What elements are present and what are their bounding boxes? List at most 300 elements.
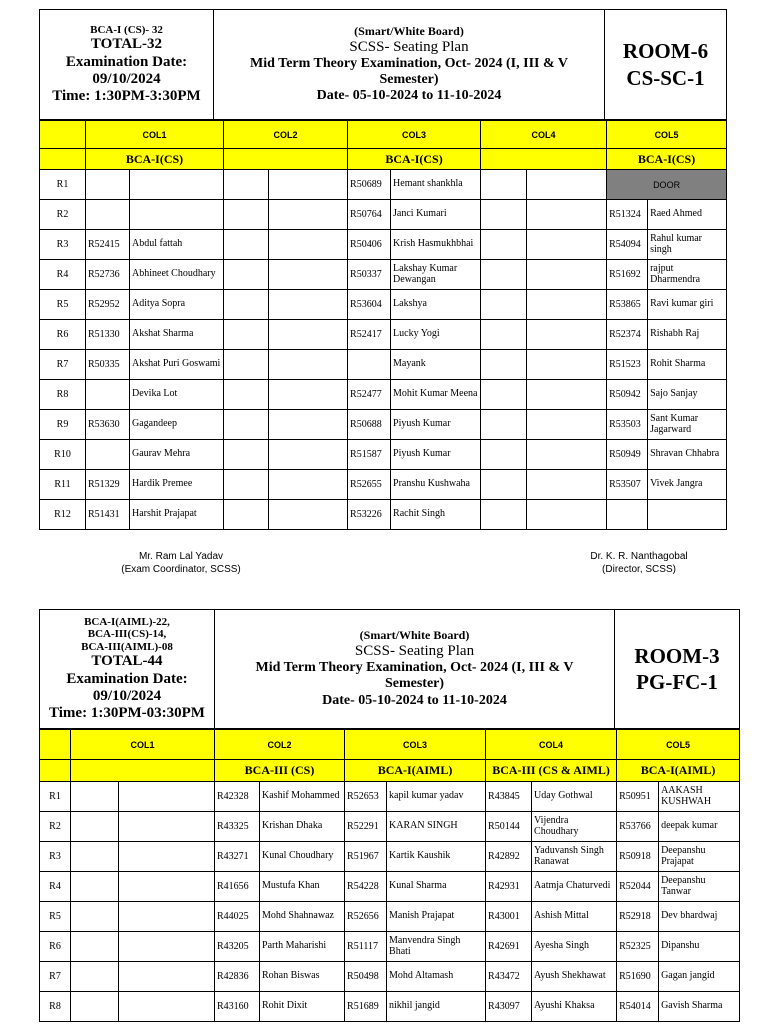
roll-number: [224, 290, 269, 320]
total-count: TOTAL-32: [90, 36, 163, 53]
exam-date: 09/10/2024: [92, 687, 162, 704]
corner-cell: [40, 730, 71, 760]
roll-number: R53766: [617, 812, 659, 842]
roll-number: [224, 200, 269, 230]
seat-row: [40, 932, 740, 962]
student-name: Gaurav Mehra: [130, 440, 224, 470]
plan-header: [39, 9, 727, 120]
roll-number: R51117: [345, 932, 387, 962]
roll-number: [481, 500, 527, 530]
roll-number: R50335: [86, 350, 130, 380]
column-header-3: COL3: [345, 730, 486, 760]
student-name: Krish Hasmukhbhai: [391, 230, 481, 260]
roll-number: [481, 380, 527, 410]
class-header-5: BCA-I(CS): [607, 149, 727, 170]
class-count: BCA-III(AIML)-08: [81, 640, 173, 653]
student-name: Shravan Chhabra: [648, 440, 727, 470]
student-name: Aditya Sopra: [130, 290, 224, 320]
row-label: R3: [40, 230, 86, 260]
class-header-2: [224, 149, 348, 170]
student-name: [119, 782, 215, 812]
roll-number: R52325: [617, 932, 659, 962]
row-label: R2: [40, 812, 71, 842]
student-name: Mohit Kumar Meena: [391, 380, 481, 410]
room-number: ROOM-6: [622, 39, 709, 64]
row-label: R12: [40, 500, 86, 530]
student-name: Kunal Sharma: [387, 872, 486, 902]
student-name: [527, 410, 607, 440]
column-header-1: COL1: [71, 730, 215, 760]
student-name: Ayesha Singh: [532, 932, 617, 962]
roll-number: [86, 170, 130, 200]
student-name: Rohit Dixit: [260, 992, 345, 1022]
date-range: Date- 05-10-2024 to 11-10-2024: [316, 88, 502, 104]
student-name: rajput Dharmendra: [648, 260, 727, 290]
row-label: R4: [40, 872, 71, 902]
student-name: [527, 380, 607, 410]
roll-number: R50689: [348, 170, 391, 200]
roll-number: R52415: [86, 230, 130, 260]
roll-number: R43001: [486, 902, 532, 932]
seat-row: [40, 230, 727, 260]
student-name: nikhil jangid: [387, 992, 486, 1022]
seat-row: [40, 170, 727, 200]
seat-row: [40, 260, 727, 290]
roll-number: R51587: [348, 440, 391, 470]
student-name: [269, 170, 348, 200]
date-range: Date- 05-10-2024 to 11-10-2024: [322, 692, 507, 708]
student-name: [269, 290, 348, 320]
column-header-row: [40, 121, 727, 149]
student-name: AAKASH KUSHWAH: [659, 782, 740, 812]
student-name: [527, 350, 607, 380]
roll-number: R41656: [215, 872, 260, 902]
student-name: Yaduvansh Singh Ranawat: [532, 842, 617, 872]
roll-number: [71, 842, 119, 872]
student-name: KARAN SINGH: [387, 812, 486, 842]
roll-number: R52374: [607, 320, 648, 350]
roll-number: R53503: [607, 410, 648, 440]
roll-number: [481, 440, 527, 470]
roll-number: R51523: [607, 350, 648, 380]
coordinator-title: (Exam Coordinator, SCSS): [121, 563, 241, 575]
student-name: Ayushi Khaksa: [532, 992, 617, 1022]
roll-number: R52736: [86, 260, 130, 290]
coordinator-signature: [96, 551, 266, 576]
student-name: [648, 500, 727, 530]
student-name: [269, 470, 348, 500]
student-name: Dipanshu: [659, 932, 740, 962]
roll-number: R43205: [215, 932, 260, 962]
total-count: TOTAL-44: [91, 653, 163, 670]
seat-row: [40, 842, 740, 872]
column-header-2: COL2: [224, 121, 348, 149]
roll-number: R50918: [617, 842, 659, 872]
student-name: Dev bhardwaj: [659, 902, 740, 932]
seat-row: [40, 782, 740, 812]
roll-number: R51692: [607, 260, 648, 290]
row-label: R7: [40, 350, 86, 380]
student-name: [119, 872, 215, 902]
student-name: Krishan Dhaka: [260, 812, 345, 842]
roll-number: [224, 170, 269, 200]
student-name: [527, 200, 607, 230]
roll-number: [71, 932, 119, 962]
student-name: Uday Gothwal: [532, 782, 617, 812]
roll-number: R54228: [345, 872, 387, 902]
roll-number: R51689: [345, 992, 387, 1022]
roll-number: R51967: [345, 842, 387, 872]
student-name: Gavish Sharma: [659, 992, 740, 1022]
exam-time: Time: 1:30PM-3:30PM: [52, 88, 201, 105]
student-name: [269, 350, 348, 380]
director-title: (Director, SCSS): [602, 563, 676, 575]
seat-row: [40, 290, 727, 320]
class-header-2: BCA-III (CS): [215, 760, 345, 782]
roll-number: R43472: [486, 962, 532, 992]
roll-number: R50337: [348, 260, 391, 290]
seat-row: [40, 200, 727, 230]
student-name: Kartik Kaushik: [387, 842, 486, 872]
room-box: [615, 610, 740, 729]
row-label: R8: [40, 992, 71, 1022]
roll-number: R51324: [607, 200, 648, 230]
exam-info-box: [40, 10, 214, 120]
student-name: Ayush Shekhawat: [532, 962, 617, 992]
student-name: [269, 500, 348, 530]
roll-number: R50144: [486, 812, 532, 842]
seat-row: [40, 962, 740, 992]
roll-number: [86, 380, 130, 410]
roll-number: R53507: [607, 470, 648, 500]
seat-row: [40, 410, 727, 440]
roll-number: R50406: [348, 230, 391, 260]
plan-title-box: [214, 10, 605, 120]
roll-number: [224, 260, 269, 290]
exam-semester: Semester): [384, 676, 445, 692]
student-name: Mayank: [391, 350, 481, 380]
roll-number: R43097: [486, 992, 532, 1022]
row-label: R1: [40, 782, 71, 812]
student-name: Vivek Jangra: [648, 470, 727, 500]
class-header-3: BCA-I(AIML): [345, 760, 486, 782]
plan-header: [39, 609, 740, 729]
exam-date-label: Examination Date:: [65, 53, 188, 70]
student-name: Abdul fattah: [130, 230, 224, 260]
row-label: R10: [40, 440, 86, 470]
roll-number: R43845: [486, 782, 532, 812]
student-name: Aatmja Chaturvedi: [532, 872, 617, 902]
row-label: R4: [40, 260, 86, 290]
student-name: [119, 842, 215, 872]
class-header-4: [481, 149, 607, 170]
row-label: R1: [40, 170, 86, 200]
student-name: [527, 440, 607, 470]
roll-number: R51330: [86, 320, 130, 350]
row-label: R6: [40, 320, 86, 350]
column-header-2: COL2: [215, 730, 345, 760]
roll-number: R52655: [348, 470, 391, 500]
student-name: Abhineet Choudhary: [130, 260, 224, 290]
student-name: Pranshu Kushwaha: [391, 470, 481, 500]
roll-number: R53630: [86, 410, 130, 440]
roll-number: R43325: [215, 812, 260, 842]
student-name: Rahul kumar singh: [648, 230, 727, 260]
roll-number: [224, 350, 269, 380]
board-type: (Smart/White Board): [354, 23, 464, 38]
student-name: Rishabh Raj: [648, 320, 727, 350]
exam-info-box: [40, 610, 215, 729]
student-name: Kashif Mohammed: [260, 782, 345, 812]
student-name: Deepanshu Tanwar: [659, 872, 740, 902]
roll-number: R53226: [348, 500, 391, 530]
corner-cell: [40, 760, 71, 782]
row-label: R5: [40, 902, 71, 932]
student-name: [269, 440, 348, 470]
student-name: Lakshya: [391, 290, 481, 320]
corner-cell: [40, 149, 86, 170]
exam-time: Time: 1:30PM-03:30PM: [49, 705, 205, 722]
roll-number: R42931: [486, 872, 532, 902]
student-name: Rohit Sharma: [648, 350, 727, 380]
roll-number: R42836: [215, 962, 260, 992]
column-header-5: COL5: [607, 121, 727, 149]
student-name: Sant Kumar Jagarward: [648, 410, 727, 440]
seat-row: [40, 902, 740, 932]
roll-number: R50949: [607, 440, 648, 470]
student-name: [269, 410, 348, 440]
student-name: Lakshay Kumar Dewangan: [391, 260, 481, 290]
row-label: R6: [40, 932, 71, 962]
seat-row: [40, 440, 727, 470]
student-name: [119, 812, 215, 842]
roll-number: R52044: [617, 872, 659, 902]
row-label: R8: [40, 380, 86, 410]
roll-number: [481, 290, 527, 320]
seat-row: [40, 470, 727, 500]
student-name: [269, 380, 348, 410]
student-name: kapil kumar yadav: [387, 782, 486, 812]
student-name: Vijendra Choudhary: [532, 812, 617, 842]
roll-number: R52918: [617, 902, 659, 932]
plan-title-box: [215, 610, 615, 729]
roll-number: [71, 872, 119, 902]
coordinator-name: Mr. Ram Lal Yadav: [138, 551, 224, 562]
roll-number: R52952: [86, 290, 130, 320]
roll-number: [607, 500, 648, 530]
room-code: CS-SC-1: [626, 65, 705, 90]
exam-date-label: Examination Date:: [66, 670, 188, 687]
roll-number: [348, 350, 391, 380]
column-header-5: COL5: [617, 730, 740, 760]
seat-row: [40, 812, 740, 842]
class-header-row: [40, 760, 740, 782]
roll-number: [71, 782, 119, 812]
seat-row: [40, 350, 727, 380]
student-name: deepak kumar: [659, 812, 740, 842]
student-name: Rohan Biswas: [260, 962, 345, 992]
exam-semester: Semester): [379, 71, 439, 87]
seat-row: [40, 320, 727, 350]
seat-row: [40, 872, 740, 902]
class-header-4: BCA-III (CS & AIML): [486, 760, 617, 782]
roll-number: [86, 440, 130, 470]
roll-number: R50764: [348, 200, 391, 230]
roll-number: [224, 500, 269, 530]
roll-number: [224, 410, 269, 440]
room-code: PG-FC-1: [636, 670, 718, 694]
roll-number: R52417: [348, 320, 391, 350]
student-name: [527, 230, 607, 260]
student-name: Mohd Shahnawaz: [260, 902, 345, 932]
roll-number: R50942: [607, 380, 648, 410]
exam-date: 09/10/2024: [92, 70, 161, 87]
seat-row: [40, 500, 727, 530]
student-name: [119, 932, 215, 962]
roll-number: [224, 440, 269, 470]
roll-number: R54094: [607, 230, 648, 260]
student-name: Gagan jangid: [659, 962, 740, 992]
roll-number: R52291: [345, 812, 387, 842]
roll-number: [86, 200, 130, 230]
roll-number: [71, 992, 119, 1022]
room-box: [605, 10, 727, 120]
student-name: [119, 992, 215, 1022]
roll-number: [224, 230, 269, 260]
director-signature: [554, 551, 724, 576]
door-marker: DOOR: [607, 170, 727, 200]
roll-number: R50951: [617, 782, 659, 812]
roll-number: [481, 200, 527, 230]
student-name: Mohd Altamash: [387, 962, 486, 992]
student-name: [130, 200, 224, 230]
student-name: Piyush Kumar: [391, 440, 481, 470]
roll-number: R50688: [348, 410, 391, 440]
seat-row: [40, 380, 727, 410]
student-name: Kunal Choudhary: [260, 842, 345, 872]
student-name: Manish Prajapat: [387, 902, 486, 932]
roll-number: R44025: [215, 902, 260, 932]
roll-number: [481, 410, 527, 440]
student-name: [119, 962, 215, 992]
roll-number: R51329: [86, 470, 130, 500]
class-header-5: BCA-I(AIML): [617, 760, 740, 782]
board-type: (Smart/White Board): [359, 628, 470, 643]
roll-number: [481, 350, 527, 380]
student-name: Mustufa Khan: [260, 872, 345, 902]
roll-number: [481, 170, 527, 200]
student-name: [269, 260, 348, 290]
student-name: [269, 230, 348, 260]
row-label: R9: [40, 410, 86, 440]
student-name: [527, 260, 607, 290]
student-name: Lucky Yogi: [391, 320, 481, 350]
seating-grid: [39, 729, 740, 1022]
student-name: Ashish Mittal: [532, 902, 617, 932]
roll-number: R53604: [348, 290, 391, 320]
roll-number: R53865: [607, 290, 648, 320]
roll-number: [71, 812, 119, 842]
corner-cell: [40, 121, 86, 149]
roll-number: [224, 470, 269, 500]
column-header-1: COL1: [86, 121, 224, 149]
student-name: Manvendra Singh Bhati: [387, 932, 486, 962]
plan-title: SCSS- Seating Plan: [349, 38, 469, 55]
roll-number: R54014: [617, 992, 659, 1022]
student-name: [527, 290, 607, 320]
class-count: BCA-I(AIML)-22,: [84, 615, 170, 628]
class-header-row: [40, 149, 727, 170]
roll-number: [481, 470, 527, 500]
student-name: [269, 200, 348, 230]
student-name: [269, 320, 348, 350]
seat-row: [40, 992, 740, 1022]
student-name: [527, 320, 607, 350]
student-name: [527, 170, 607, 200]
student-name: [130, 170, 224, 200]
column-header-4: COL4: [486, 730, 617, 760]
roll-number: R50498: [345, 962, 387, 992]
student-name: Raed Ahmed: [648, 200, 727, 230]
director-name: Dr. K. R. Nanthagobal: [590, 551, 688, 562]
student-name: Harshit Prajapat: [130, 500, 224, 530]
student-name: [527, 470, 607, 500]
roll-number: R52656: [345, 902, 387, 932]
exam-title: Mid Term Theory Examination, Oct- 2024 (I, III & V: [255, 660, 574, 676]
roll-number: [71, 962, 119, 992]
class-header-1: BCA-I(CS): [86, 149, 224, 170]
roll-number: R43160: [215, 992, 260, 1022]
row-label: R7: [40, 962, 71, 992]
student-name: Parth Maharishi: [260, 932, 345, 962]
row-label: R3: [40, 842, 71, 872]
student-name: Deepanshu Prajapat: [659, 842, 740, 872]
student-name: Ravi kumar giri: [648, 290, 727, 320]
student-name: [119, 902, 215, 932]
roll-number: R42691: [486, 932, 532, 962]
row-label: R11: [40, 470, 86, 500]
roll-number: R43271: [215, 842, 260, 872]
column-header-row: [40, 730, 740, 760]
roll-number: R51431: [86, 500, 130, 530]
column-header-4: COL4: [481, 121, 607, 149]
student-name: Hardik Premee: [130, 470, 224, 500]
roll-number: R52653: [345, 782, 387, 812]
student-name: Akshat Sharma: [130, 320, 224, 350]
student-name: Rachit Singh: [391, 500, 481, 530]
roll-number: R52477: [348, 380, 391, 410]
exam-title: Mid Term Theory Examination, Oct- 2024 (I, III & V: [250, 55, 568, 71]
row-label: R5: [40, 290, 86, 320]
roll-number: R42328: [215, 782, 260, 812]
class-header-1: [71, 760, 215, 782]
roll-number: [224, 320, 269, 350]
roll-number: R42892: [486, 842, 532, 872]
student-name: Janci Kumari: [391, 200, 481, 230]
seating-grid: [39, 120, 727, 530]
column-header-3: COL3: [348, 121, 481, 149]
roll-number: [481, 320, 527, 350]
student-name: Gagandeep: [130, 410, 224, 440]
row-label: R2: [40, 200, 86, 230]
plan-title: SCSS- Seating Plan: [354, 643, 475, 660]
student-name: [527, 500, 607, 530]
roll-number: [481, 260, 527, 290]
student-name: Akshat Puri Goswami: [130, 350, 224, 380]
room-number: ROOM-3: [634, 643, 720, 668]
class-count: BCA-I (CS)- 32: [90, 23, 163, 36]
student-name: Sajo Sanjay: [648, 380, 727, 410]
